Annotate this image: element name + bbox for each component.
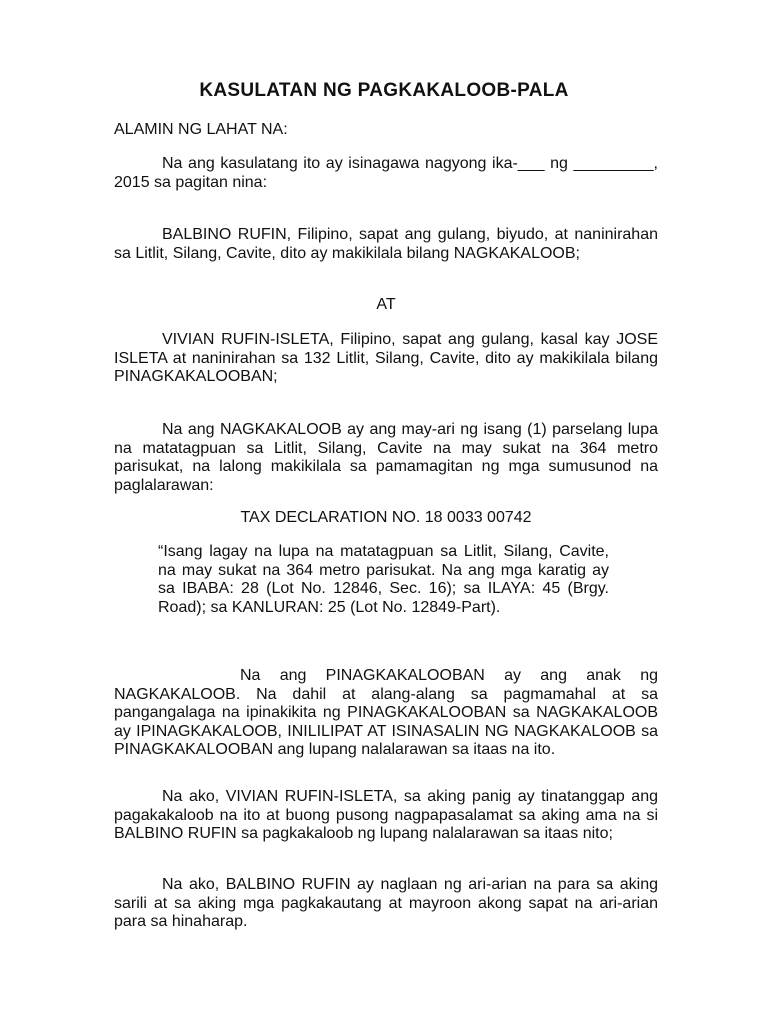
paragraph-property: Na ang NAGKAKALOOB ay ang may-ari ng isang (1) parselang lupa na matatagpuan sa Litlit, Silang, Cavite na may sukat na 364 metro parisukat, na lalong makikilala sa pamamagitan ng mga sumusunod na paglalarawan: [114, 421, 658, 494]
paragraph-date: Na ang kasulatang ito ay isinagawa nagyong ika-___ ng _________, 2015 sa pagitan nina: [114, 155, 658, 191]
paragraph-transfer: Na ang PINAGKAKALOOBAN ay ang anak ng NAGKAKALOOB. Na dahil at alang-alang sa pagmamahal at sa pangangalaga na ipinakikita ng PINAGKAKALOOBAN sa NAGKAKALOOB ay IPINAGKAKALOOB, INILILIPAT AT ISINASALIN NG NAGKAKALOOB sa PINAGKAKALOOBAN ang lupang nalalarawan sa itaas na ito. [114, 667, 658, 758]
salutation: ALAMIN NG LAHAT NA: [114, 121, 288, 138]
property-description-quote: “Isang lagay na lupa na matatagpuan sa Litlit, Silang, Cavite, na may sukat na 364 metro parisukat. Na ang mga karatig ay sa IBABA: 28 (Lot No. 12846, Sec. 16); sa ILAYA: 45 (Brgy. Road); sa KANLURAN: 25 (Lot No. 12849-Part). [158, 543, 609, 616]
paragraph-reservation: Na ako, BALBINO RUFIN ay naglaan ng ari-arian na para sa aking sarili at sa aking mga pagkakautang at mayroon akong sapat na ari-arian para sa hinaharap. [114, 876, 658, 930]
paragraph-donor: BALBINO RUFIN, Filipino, sapat ang gulang, biyudo, at naninirahan sa Litlit, Silang, Cavite, dito ay makikilala bilang NAGKAKALOOB; [114, 226, 658, 262]
tax-declaration: TAX DECLARATION NO. 18 0033 00742 [240, 509, 532, 526]
paragraph-acceptance: Na ako, VIVIAN RUFIN-ISLETA, sa aking panig ay tinatanggap ang pagakakaloob na ito at buong pusong nagpapasalamat sa aking ama na si BALBINO RUFIN sa pagkakaloob ng lupang nalalarawan sa itaas nito; [114, 788, 658, 842]
document-title: KASULATAN NG PAGKAKALOOB-PALA [199, 80, 569, 101]
paragraph-conjunction: AT [376, 296, 396, 313]
paragraph-donee: VIVIAN RUFIN-ISLETA, Filipino, sapat ang gulang, kasal kay JOSE ISLETA at naninirahan sa 132 Litlit, Silang, Cavite, dito ay makikilala bilang PINAGKAKALOOBAN; [114, 331, 658, 385]
